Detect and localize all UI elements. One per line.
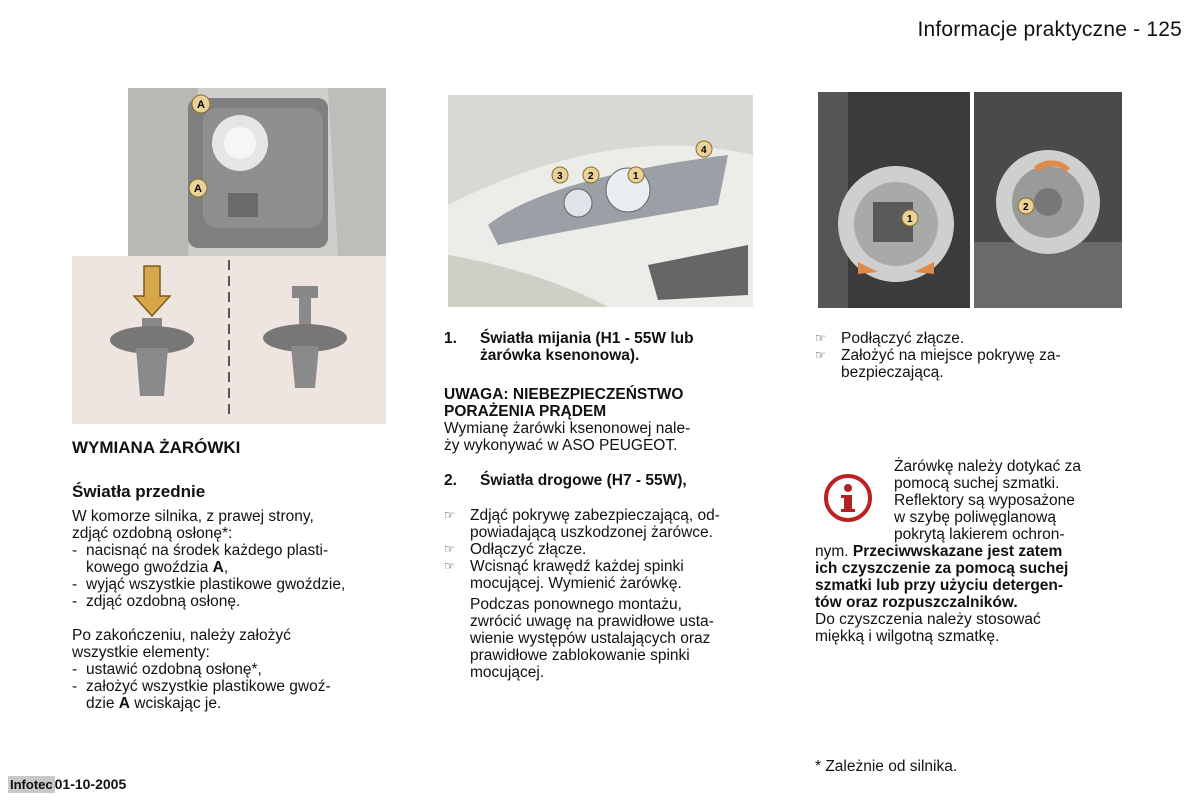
warning-title: UWAGA: NIEBEZPIECZEŃSTWO PORAŻENIA PRĄDEM bbox=[444, 386, 684, 420]
list-item-lowbeam: 1. Światła mijania (H1 - 55W lub żarówka ksenonowa). bbox=[444, 330, 694, 364]
headlight-image bbox=[448, 95, 753, 307]
bullet-item: ☞ Zdjąć pokrywę zabezpieczającą, od- powiadającą uszkodzonej żarówce. bbox=[444, 507, 720, 541]
list-item-highbeam: 2. Światła drogowe (H7 - 55W), bbox=[444, 472, 687, 489]
list-item: - założyć wszystkie plastikowe gwoź- dzie A wciskając je. bbox=[72, 678, 386, 712]
list-item: - wyjąć wszystkie plastikowe gwoździe, bbox=[72, 576, 386, 593]
after-line-2: wszystkie elementy: bbox=[72, 644, 210, 661]
footer bbox=[8, 776, 126, 792]
footnote: * Zależnie od silnika. bbox=[815, 758, 958, 775]
pointing-hand-icon: ☞ bbox=[815, 348, 826, 362]
marker-2: 2 bbox=[588, 171, 594, 182]
col2-body bbox=[444, 330, 758, 681]
marker-1: 1 bbox=[633, 171, 639, 182]
page-title: Informacje praktyczne - 125 bbox=[917, 18, 1182, 41]
pointing-hand-icon: ☞ bbox=[444, 542, 455, 556]
after-line-1: Po zakończeniu, należy założyć bbox=[72, 627, 291, 644]
bullet-item: ☞ Odłączyć złącze. bbox=[444, 541, 587, 558]
marker-a-top: A bbox=[197, 99, 205, 111]
pointing-hand-icon: ☞ bbox=[444, 559, 455, 573]
pointing-hand-icon: ☞ bbox=[815, 331, 826, 345]
marker-3: 3 bbox=[557, 171, 563, 182]
marker-2-bulb: 2 bbox=[1023, 202, 1029, 213]
bullet-item: ☞ Wcisnąć krawędź każdej spinki mocującej. Wymienić żarówkę. bbox=[444, 558, 684, 592]
marker-1-bulb: 1 bbox=[907, 214, 913, 225]
subsection-heading: Światła przednie bbox=[72, 482, 206, 501]
list-item: - ustawić ozdobną osłonę*, bbox=[72, 661, 386, 678]
footer-date: 01-10-2005 bbox=[54, 776, 127, 792]
marker-4: 4 bbox=[701, 145, 707, 156]
bullet-item: ☞ Podłączyć złącze. bbox=[815, 330, 965, 347]
col3-body bbox=[815, 330, 1133, 381]
note-text: Podczas ponownego montażu, zwrócić uwagę na prawidłowe usta- wienie występów ustalających oraz prawidłowe zablokowanie spinki mocującej. bbox=[470, 596, 714, 681]
info-text: Żarówkę należy dotykać za pomocą suchej szmatki. Reflektory są wyposażone w szybę poliwęglanową pokrytą lakierem ochron- nym. Przeciwwskazane jest zatem ich czyszczenie za pomocą suchej szmatki lub przy użyciu detergen- tów oraz rozpuszczalników. Do czyszczenia należy stosować miękką i wilgotną szmatkę. bbox=[815, 458, 1081, 645]
warning-text: Wymianę żarówki ksenonowej nale- ży wykonywać w ASO PEUGEOT. bbox=[444, 420, 691, 454]
infotec-logo: Infotec bbox=[10, 777, 53, 792]
intro-line-1: W komorze silnika, z prawej strony, bbox=[72, 508, 314, 525]
bulb-removal-image-right bbox=[974, 92, 1122, 308]
bulb-removal-image-left bbox=[818, 92, 970, 308]
marker-a-bottom: A bbox=[194, 183, 202, 195]
list-item: - nacisnąć na środek każdego plasti- kowego gwoździa A, bbox=[72, 542, 386, 576]
engine-compartment-image bbox=[128, 88, 386, 256]
list-item: - zdjąć ozdobną osłonę. bbox=[72, 593, 386, 610]
pointing-hand-icon: ☞ bbox=[444, 508, 455, 522]
bullet-item: ☞ Założyć na miejsce pokrywę za- bezpieczającą. bbox=[815, 347, 1061, 381]
section-heading: WYMIANA ŻARÓWKI bbox=[72, 438, 241, 457]
col1-body bbox=[72, 508, 386, 712]
intro-line-2: zdjąć ozdobną osłonę*: bbox=[72, 525, 233, 542]
pushpin-illustration bbox=[72, 256, 386, 424]
